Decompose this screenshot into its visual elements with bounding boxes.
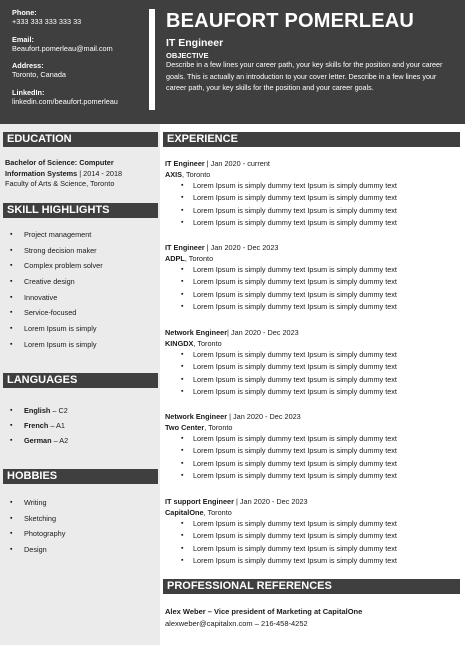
hobbies-list <box>10 498 65 560</box>
job-entry-title: IT Engineer <box>165 243 205 252</box>
list-item <box>10 421 68 436</box>
reference-contact: alexweber@capitalxn.com – 216-458-4252 <box>165 619 308 628</box>
list-item <box>10 436 68 451</box>
job-entry-location: , Toronto <box>182 170 211 179</box>
list-item: ▪ Lorem Ipsum is simply dummy text Ipsum is simply dummy text <box>181 433 455 445</box>
list-item: ▪ Lorem Ipsum is simply dummy text Ipsum is simply dummy text <box>181 374 455 386</box>
list-item: ▪ Lorem Ipsum is simply dummy text Ipsum is simply dummy text <box>181 361 455 373</box>
education-heading: EDUCATION <box>3 132 158 147</box>
job-entry-dates: | Jan 2020 - Dec 2023 <box>233 497 308 506</box>
phone-value: +333 333 333 333 33 <box>12 17 82 27</box>
job-entry-dates: | Jan 2020 - Dec 2023 <box>227 328 299 337</box>
list-item: ▪ Strong decision maker <box>10 246 103 262</box>
references-heading: PROFESSIONAL REFERENCES <box>163 579 460 594</box>
email-label: Email: <box>12 34 34 44</box>
language-name: English <box>24 406 51 415</box>
list-item: ▪ Lorem Ipsum is simply <box>10 324 103 340</box>
education-block <box>5 158 155 190</box>
job-entry-dates: | Jan 2020 - Dec 2023 <box>227 412 301 421</box>
hobbies-heading: HOBBIES <box>3 469 158 484</box>
objective-heading: OBJECTIVE <box>166 51 209 60</box>
list-item: ▪ Design <box>10 545 65 561</box>
list-item: ▪ Lorem Ipsum is simply dummy text Ipsum is simply dummy text <box>181 518 455 530</box>
reference-block <box>165 606 362 630</box>
job-entry-title: Network Engineer <box>165 412 228 421</box>
contact-block <box>12 8 147 114</box>
list-item: ▪ Lorem Ipsum is simply dummy text Ipsum is simply dummy text <box>181 458 455 470</box>
linkedin-value: linkedin.com/beaufort.pomerleau <box>12 97 118 107</box>
list-item: ▪ Lorem Ipsum is simply dummy text Ipsum is simply dummy text <box>181 530 455 542</box>
job-entry-company: Two Center <box>165 423 205 432</box>
job-entry-title: IT support Engineer <box>165 497 234 506</box>
list-item: ▪ Project management <box>10 230 103 246</box>
list-item: ▪ Service-focused <box>10 308 103 324</box>
education-years: | 2014 - 2018 <box>79 168 123 178</box>
reference-name: Alex Weber – Vice president of Marketing at CapitalOne <box>165 607 363 616</box>
job-title: IT Engineer <box>166 37 224 49</box>
job-entry-location: , Toronto <box>193 339 222 348</box>
list-item: ▪ Innovative <box>10 293 103 309</box>
job-entry <box>165 411 455 483</box>
list-item: ▪ Lorem Ipsum is simply <box>10 340 103 356</box>
language-level: – A2 <box>51 436 69 445</box>
linkedin-label: LinkedIn: <box>12 87 45 97</box>
education-degree: Bachelor of Science: Computer Information Systems <box>5 158 114 178</box>
list-item: ▪ Lorem Ipsum is simply dummy text Ipsum is simply dummy text <box>181 543 455 555</box>
list-item: ▪ Complex problem solver <box>10 261 103 277</box>
experience-heading: EXPERIENCE <box>163 132 460 147</box>
list-item: ▪ Lorem Ipsum is simply dummy text Ipsum is simply dummy text <box>181 470 455 482</box>
language-level: – C2 <box>50 406 68 415</box>
list-item: ▪ Writing <box>10 498 65 514</box>
list-item: ▪ Creative design <box>10 277 103 293</box>
job-entry <box>165 158 455 230</box>
list-item <box>10 406 68 421</box>
candidate-name: BEAUFORT POMERLEAU <box>166 10 415 32</box>
objective-text: Describe in a few lines your career path, your key skills for the position and your career goals. This is actually an introduction to your cover letter. Describe in a few lines your career path, your key skills for the position and your career goals. <box>166 60 443 92</box>
list-item: ▪ Lorem Ipsum is simply dummy text Ipsum is simply dummy text <box>181 180 455 192</box>
job-entry-location: , Toronto <box>204 423 233 432</box>
job-entry-company: CapitalOne <box>165 508 204 517</box>
job-entry-title: IT Engineer <box>165 159 205 168</box>
language-name: French <box>24 421 49 430</box>
list-item: ▪ Lorem Ipsum is simply dummy text Ipsum is simply dummy text <box>181 217 455 229</box>
job-entry-company: AXIS <box>165 170 183 179</box>
address-label: Address: <box>12 61 44 71</box>
job-entry-dates: | Jan 2020 - current <box>204 159 270 168</box>
job-entry-company: ADPL <box>165 254 185 263</box>
list-item: ▪ Lorem Ipsum is simply dummy text Ipsum is simply dummy text <box>181 349 455 361</box>
list-item: ▪ Lorem Ipsum is simply dummy text Ipsum is simply dummy text <box>181 445 455 457</box>
education-school: Faculty of Arts & Science, Toronto <box>5 179 115 188</box>
job-entry <box>165 496 455 568</box>
list-item: ▪ Photography <box>10 529 65 545</box>
list-item: ▪ Lorem Ipsum is simply dummy text Ipsum is simply dummy text <box>181 386 455 398</box>
list-item: ▪ Lorem Ipsum is simply dummy text Ipsum is simply dummy text <box>181 192 455 204</box>
list-item: ▪ Lorem Ipsum is simply dummy text Ipsum is simply dummy text <box>181 289 455 301</box>
list-item: ▪ Sketching <box>10 514 65 530</box>
resume-header <box>0 0 465 124</box>
job-entry-location: , Toronto <box>203 508 232 517</box>
job-entry <box>165 242 455 314</box>
phone-label: Phone: <box>12 8 37 17</box>
list-item: ▪ Lorem Ipsum is simply dummy text Ipsum is simply dummy text <box>181 264 455 276</box>
language-name: German <box>24 436 52 445</box>
languages-list <box>10 406 68 451</box>
job-entry-title: Network Engineer <box>165 328 228 337</box>
skills-heading: SKILL HIGHLIGHTS <box>3 203 158 218</box>
language-level: – A1 <box>48 421 65 430</box>
header-divider <box>149 9 155 110</box>
list-item: ▪ Lorem Ipsum is simply dummy text Ipsum is simply dummy text <box>181 205 455 217</box>
job-entry-location: , Toronto <box>184 254 214 263</box>
job-entry-company: KINGDX <box>165 339 194 348</box>
list-item: ▪ Lorem Ipsum is simply dummy text Ipsum is simply dummy text <box>181 555 455 567</box>
skills-list <box>10 230 103 356</box>
job-entry-dates: | Jan 2020 - Dec 2023 <box>204 243 279 252</box>
languages-heading: LANGUAGES <box>3 373 158 388</box>
list-item: ▪ Lorem Ipsum is simply dummy text Ipsum is simply dummy text <box>181 301 455 313</box>
address-value: Toronto, Canada <box>12 70 66 80</box>
job-entry <box>165 327 455 399</box>
email-value: Beaufort.pomerleau@mail.com <box>12 43 113 53</box>
list-item: ▪ Lorem Ipsum is simply dummy text Ipsum is simply dummy text <box>181 276 455 288</box>
